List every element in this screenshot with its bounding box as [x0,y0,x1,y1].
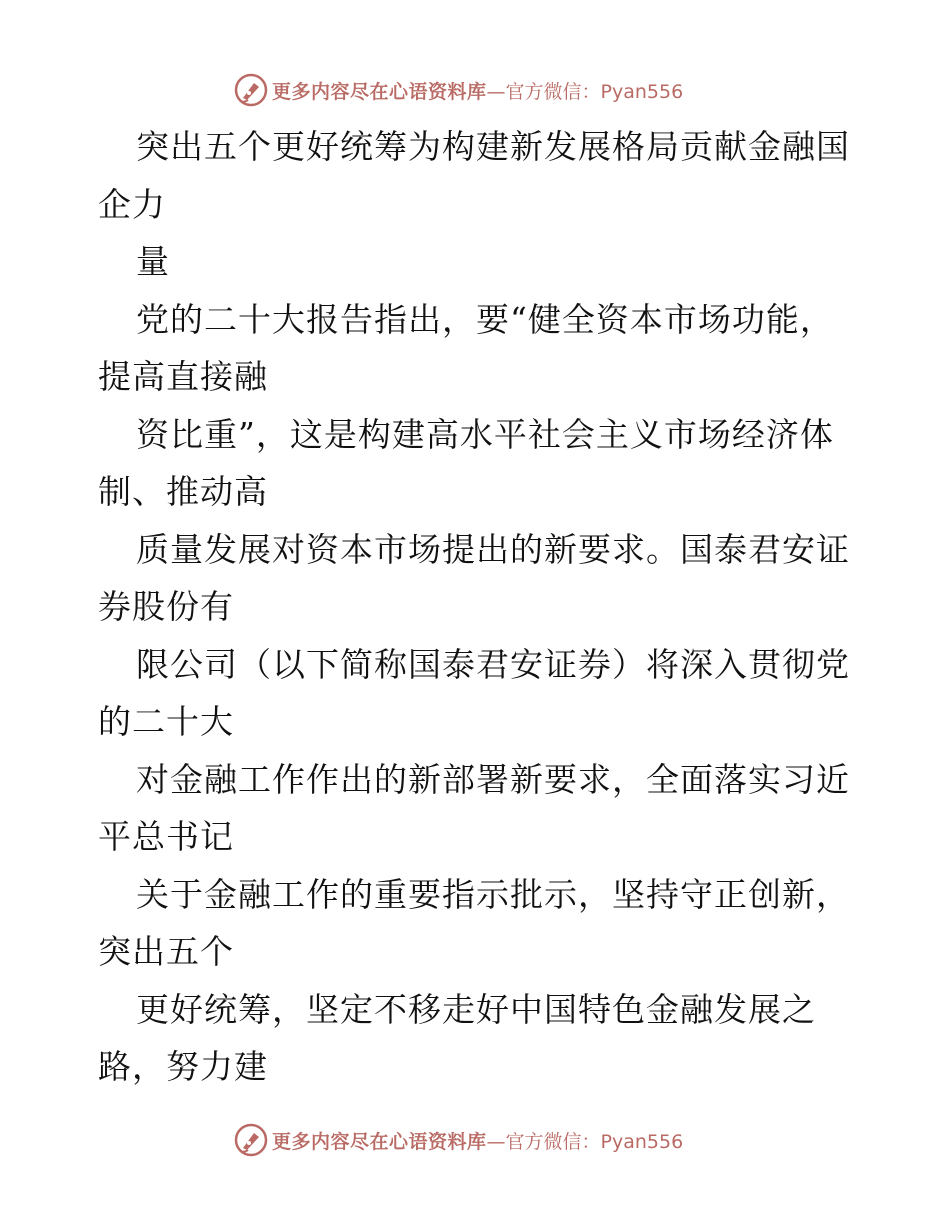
pen-nib-logo-icon [234,73,268,107]
text-line: 限公司（以下简称国泰君安证券）将深入贯彻党 [136,644,850,684]
document-body [98,118,858,1096]
text-line: 质量发展对资本市场提出的新要求。国泰君安证 [136,529,850,569]
text-line: 更好统筹，坚定不移走好中国特色金融发展之 [136,989,816,1029]
text-line: 平总书记 [98,817,234,856]
text-line: 对金融工作作出的新部署新要求，全面落实习近 [136,759,850,799]
text-line: 企力 [98,184,166,224]
pen-nib-logo-icon [234,1123,268,1157]
watermark-text: 更多内容尽在心语资料库 [272,80,487,103]
text-line: 突出五个 [98,932,234,971]
watermark-suffix: —官方微信：Pyan556 [486,1130,684,1153]
watermark-text: 更多内容尽在心语资料库 [272,1130,487,1153]
header-watermark [234,72,714,108]
text-line: 资比重”，这是构建高水平社会主义市场经济体 [136,414,834,454]
text-line: 路，努力建 [98,1047,268,1086]
watermark-suffix: —官方微信：Pyan556 [486,80,684,103]
footer-watermark [234,1122,714,1158]
text-line: 关于金融工作的重要指示批示，坚持守正创新， [136,874,850,914]
text-line: 量 [136,242,170,281]
text-line: 党的二十大报告指出，要“健全资本市场功能， [136,299,834,339]
text-line: 提高直接融 [98,357,268,396]
text-line: 的二十大 [98,702,234,741]
text-line: 突出五个更好统筹为构建新发展格局贡献金融国 [136,127,850,166]
text-line: 券股份有 [98,587,234,626]
text-line: 制、推动高 [98,472,268,511]
